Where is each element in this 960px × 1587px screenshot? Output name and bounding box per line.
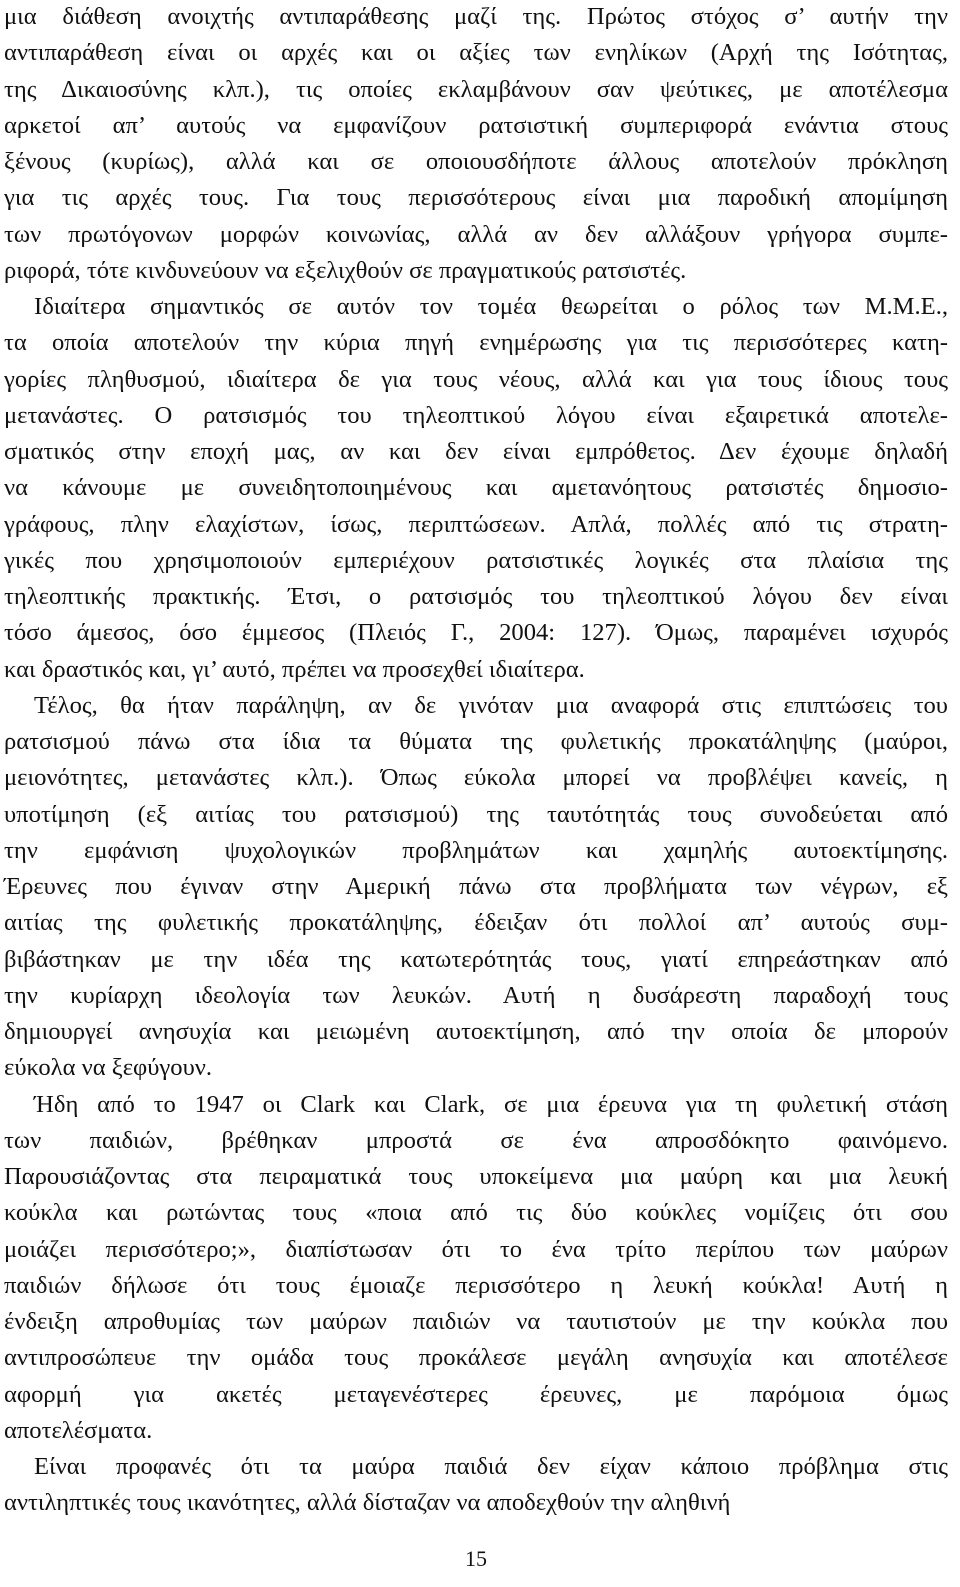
text-line: των παιδιών, βρέθηκαν μπροστά σε ένα απροσδόκητο φαινόμενο. [4, 1126, 948, 1154]
text-line: αντιπροσώπευε την ομάδα τους προκάλεσε μεγάλη ανησυχία και αποτέλεσε [4, 1344, 948, 1372]
text-line: βιβάστηκαν με την ιδέα της κατωτερότητάς τους, γιατί επηρεάστηκαν από [4, 945, 948, 973]
text-line: Ήδη από το 1947 οι Clark και Clark, σε μια έρευνα για τη φυλετική στάση [34, 1090, 948, 1118]
text-line: Παρουσιάζοντας στα πειραματικά τους υποκείμενα μια μαύρη και μια λευκή [4, 1163, 948, 1190]
text-line: την εμφάνιση ψυχολογικών προβλημάτων και χαμηλής αυτοεκτίμησης. [4, 836, 948, 864]
text-line: ριφορά, τότε κινδυνεύουν να εξελιχθούν σε πραγματικούς ρατσιστές. [4, 256, 687, 284]
text-line: αντιληπτικές τους ικανότητες, αλλά δίσταζαν να αποδεχθούν την αληθινή [4, 1489, 731, 1517]
text-line: μια διάθεση ανοιχτής αντιπαράθεσης μαζί της. Πρώτος στόχος σ’ αυτήν την [4, 3, 948, 30]
text-line: ρατσισμού πάνω στα ίδια τα θύματα της φυλετικής προκατάληψης (μαύροι, [4, 728, 948, 755]
text-line: κούκλα και ρωτώντας τους «ποια από τις δύο κούκλες νομίζεις ότι σου [4, 1199, 948, 1227]
text-line: μοιάζει περισσότερο;», διαπίστωσαν ότι το ένα τρίτο περίπου των μαύρων [4, 1235, 948, 1263]
text-line: αντιπαράθεση είναι οι αρχές και οι αξίες των ενηλίκων (Αρχή της Ισότητας, [4, 39, 948, 67]
text-line: Ιδιαίτερα σημαντικός σε αυτόν τον τομέα θεωρείται ο ρόλος των Μ.Μ.Ε., [34, 293, 948, 320]
text-line: της Δικαιοσύνης κλπ.), τις οποίες εκλαμβάνουν σαν ψεύτικες, με αποτέλεσμα [4, 75, 948, 103]
page-number: 15 [465, 1546, 487, 1571]
text-line: Τέλος, θα ήταν παράληψη, αν δε γινόταν μια αναφορά στις επιπτώσεις του [34, 691, 948, 719]
text-line: παιδιών δήλωσε ότι τους έμοιαζε περισσότερο η λευκή κούκλα! Αυτή η [4, 1271, 948, 1299]
text-line: να κάνουμε με συνειδητοποιημένους και αμετανόητους ρατσιστές δημοσιο- [4, 474, 948, 502]
text-line: την κυρίαρχη ιδεολογία των λευκών. Αυτή η δυσάρεστη παραδοχή τους [4, 981, 948, 1009]
text-line: σματικός στην εποχή μας, αν και δεν είναι εμπρόθετος. Δεν έχουμε δηλαδή [4, 438, 948, 465]
text-line: τηλεοπτικής πρακτικής. Έτσι, ο ρατσισμός του τηλεοπτικού λόγου δεν είναι [4, 583, 948, 610]
text-line: μειονότητες, μετανάστες κλπ.). Όπως εύκολα μπορεί να προβλέψει κανείς, η [4, 764, 948, 792]
text-line: αρκετοί απ’ αυτούς να εμφανίζουν ρατσιστική συμπεριφορά ενάντια στους [4, 111, 948, 139]
text-line: και δραστικός και, γι’ αυτό, πρέπει να προσεχθεί ιδιαίτερα. [4, 655, 585, 683]
text-line: των πρωτόγονων μορφών κοινωνίας, αλλά αν δεν αλλάξουν γρήγορα συμπε- [4, 220, 948, 248]
text-line: εύκολα να ξεφύγουν. [4, 1054, 213, 1082]
text-line: τα οποία αποτελούν την κύρια πηγή ενημέρωσης για τις περισσότερες κατη- [4, 329, 948, 357]
text-line: αιτίας της φυλετικής προκατάληψης, έδειξαν ότι πολλοί απ’ αυτούς συμ- [4, 909, 948, 937]
text-line: γικές που χρησιμοποιούν εμπεριέχουν ρατσιστικές λογικές στα πλαίσια της [4, 546, 948, 574]
text-line: τόσο άμεσος, όσο έμμεσος (Πλειός Γ., 2004: 127). Όμως, παραμένει ισχυρός [4, 619, 948, 647]
text-line: αφορμή για ακετές μεταγενέστερες έρευνες, με παρόμοια όμως [4, 1380, 948, 1408]
text-line: δημιουργεί ανησυχία και μειωμένη αυτοεκτίμηση, από την οποία δε μπορούν [4, 1018, 948, 1045]
text-line: γράφους, πλην ελαχίστων, ίσως, περιπτώσεων. Απλά, πολλές από τις στρατη- [4, 510, 948, 538]
text-line: ξένους (κυρίως), αλλά και σε οποιουσδήποτε άλλους αποτελούν πρόκληση [4, 148, 948, 175]
text-line: ένδειξη απροθυμίας των μαύρων παιδιών να ταυτιστούν με την κούκλα που [4, 1308, 948, 1335]
text-line: Έρευνες που έγιναν στην Αμερική πάνω στα προβλήματα των νέγρων, εξ [4, 873, 948, 900]
text-line: για τις αρχές τους. Για τους περισσότερους είναι μια παροδική απομίμηση [4, 184, 948, 212]
text-line: γορίες πληθυσμού, ιδιαίτερα δε για τους νέους, αλλά και για τους ίδιους τους [4, 365, 948, 393]
text-line: μετανάστες. Ο ρατσισμός του τηλεοπτικού λόγου είναι εξαιρετικά αποτελε- [4, 401, 948, 429]
text-line: υποτίμηση (εξ αιτίας του ρατσισμού) της ταυτότητάς τους συνοδεύεται από [4, 800, 948, 828]
text-line: Είναι προφανές ότι τα μαύρα παιδιά δεν είχαν κάποιο πρόβλημα στις [34, 1453, 948, 1480]
text-line: αποτελέσματα. [4, 1416, 153, 1444]
